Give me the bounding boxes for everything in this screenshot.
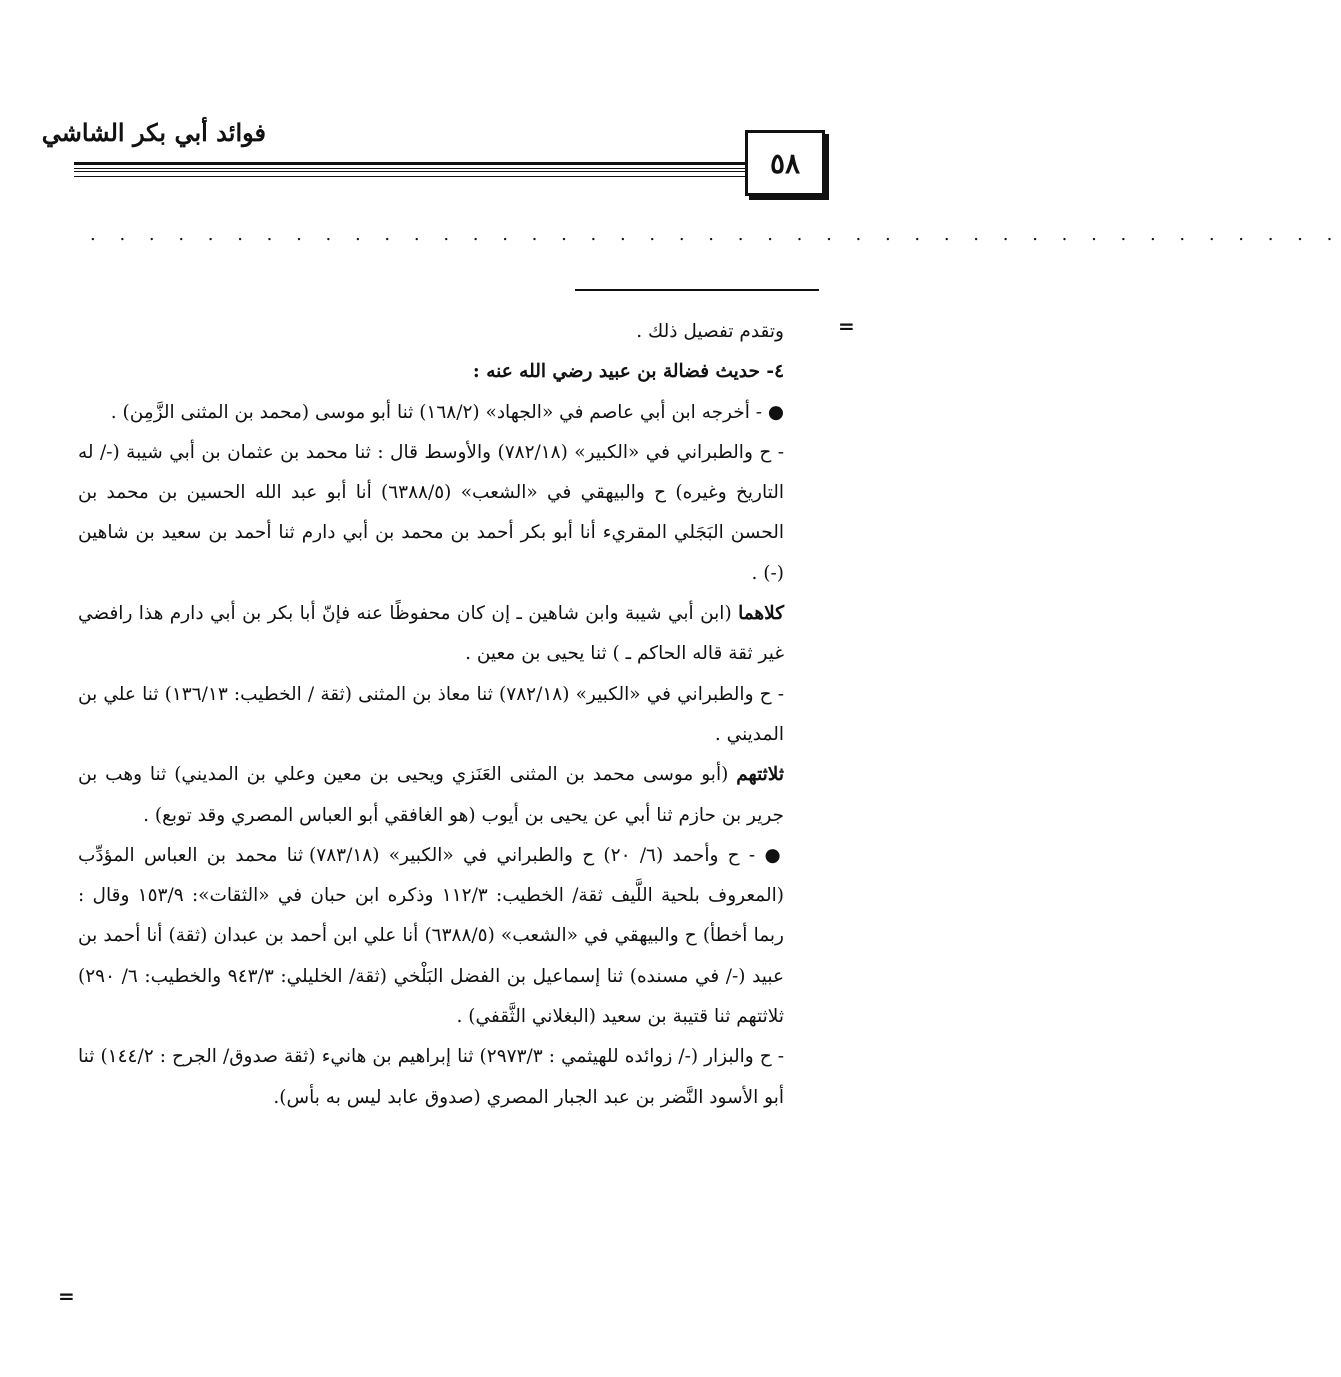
paragraph-6: - ح والطبراني في «الكبير» (٧٨٢/١٨) ثنا معاذ بن المثنى (ثقة / الخطيب: ١٣٦/١٣) ثنا علي بن المديني .	[78, 683, 784, 745]
paragraph-7-text: (أبو موسى محمد بن المثنى العَنَزي ويحيى بن معين وعلي بن المديني) ثنا وهب بن جرير بن حازم ثنا أبي عن يحيى بن أيوب (هو الغافقي أبو العباس المصري وقد توبع) .	[78, 764, 784, 826]
paragraph-3: ● - أخرجه ابن أبي عاصم في «الجهاد» (١٦٨/٢) ثنا أبو موسى (محمد بن المثنى الزَّمِن) .	[110, 401, 784, 423]
paragraph-7-lead: ثلاثتهم	[736, 764, 784, 786]
page-number-box	[745, 130, 825, 196]
dotted-separator: . . . . . . . . . . . . . . . . . . . . . . . . . . . . . . . . . . . . . . . . . . .	[90, 224, 1341, 245]
paragraph-4: - ح والطبراني في «الكبير» (٧٨٢/١٨) والأوسط قال : ثنا محمد بن عثمان بن أبي شيبة (-/ له التاريخ وغيره) ح والبيهقي في «الشعب» (٦٣٨٨/٥) أنا أبو عبد الله الحسين بن محمد بن الحسن البَجَلي المقريء أنا أبو بكر أحمد بن محمد بن أبي دارم ثنا أحمد بن سعيد بن شاهين (-) .	[78, 441, 784, 584]
continuation-mark-top: =	[838, 314, 855, 338]
header-rule	[74, 162, 745, 165]
paragraph-5	[78, 594, 784, 675]
hadith-heading: ٤- حديث فضالة بن عبيد رضي الله عنه :	[472, 361, 784, 383]
paragraph-9: - ح والبزار (-/ زوائده للهيثمي : ٢٩٧٣/٣) ثنا إبراهيم بن هانيء (ثقة صدوق/ الجرح : ١٤٤/٢) ثنا أبو الأسود النَّضر بن عبد الجبار المصري (صدوق عابد ليس به بأس).	[78, 1046, 785, 1108]
paragraph-5-lead: كلاهما	[738, 603, 784, 625]
continuation-mark-bottom: =	[58, 1284, 75, 1308]
header-rule-double	[74, 168, 745, 172]
page-number: ٥٨	[769, 146, 801, 180]
paragraph-5-text: (ابن أبي شيبة وابن شاهين ـ إن كان محفوظًا عنه فإنّ أبا بكر بن أبي دارم هذا رافضي غير ثقة قاله الحاكم ـ ) ثنا يحيى بن معين .	[78, 603, 784, 665]
footnote-body	[78, 312, 784, 1118]
paragraph-7	[78, 755, 784, 836]
book-title: فوائد أبي بكر الشاشي	[41, 118, 266, 147]
header-rule-thin	[74, 176, 745, 177]
footnote-rule	[575, 289, 819, 291]
paragraph-1: وتقدم تفصيل ذلك .	[636, 321, 784, 342]
paragraph-8: ● - ح وأحمد (٦/ ٢٠) ح والطبراني في «الكبير» (٧٨٣/١٨) ثنا محمد بن العباس المؤدِّب (المعروف بلحية اللَّيف ثقة/ الخطيب: ١١٢/٣ وذكره ابن حبان في «الثقات»: ١٥٣/٩ وقال : ربما أخطأ) ح والبيهقي في «الشعب» (٦٣٨٨/٥) أنا علي ابن أحمد بن عبدان (ثقة) أنا أحمد بن عبيد (-/ في مسنده) ثنا إسماعيل بن الفضل البَلْخي (ثقة/ الخليلي: ٩٤٣/٣ والخطيب: ٦/ ٢٩٠) ثلاثتهم ثنا قتيبة بن سعيد (البغلاني الثَّقفي) .	[78, 844, 784, 1028]
